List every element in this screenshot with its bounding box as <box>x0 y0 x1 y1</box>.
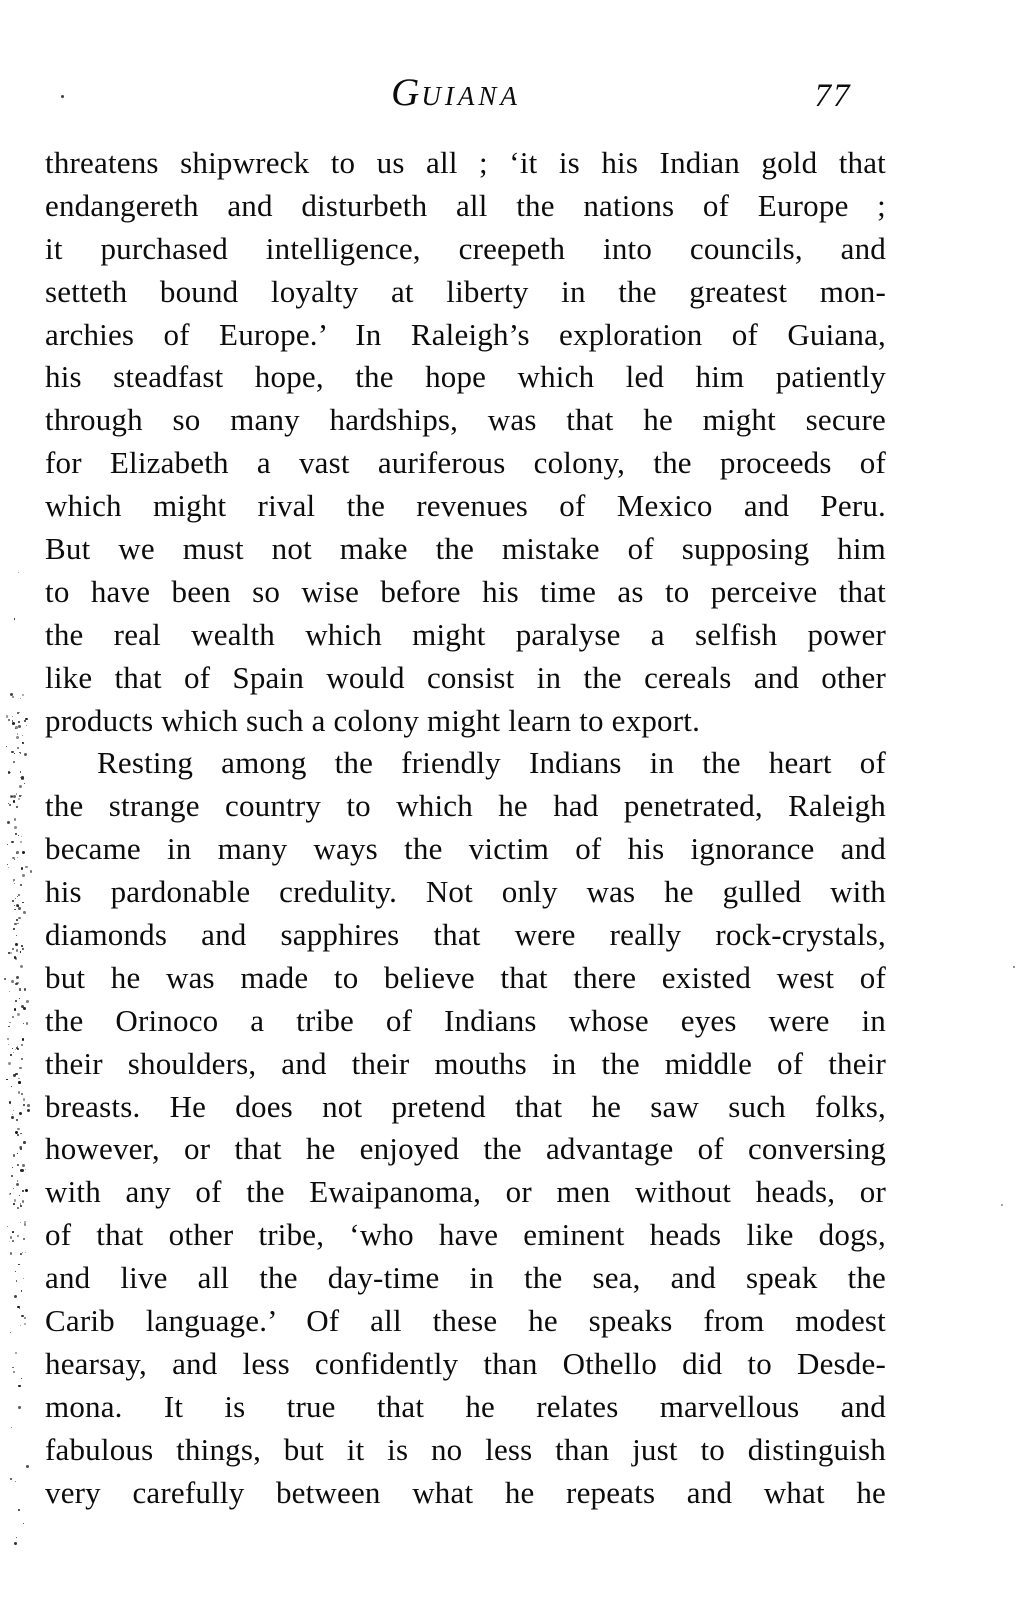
text-line: But we must not make the mistake of supposing him <box>45 531 886 567</box>
scan-speck <box>19 785 22 788</box>
scan-speck <box>12 1240 14 1242</box>
text-line: archies of Europe.’ In Raleigh’s exploration of Guiana, <box>45 316 886 352</box>
scan-speck <box>18 1406 21 1409</box>
scan-speck <box>20 1146 23 1149</box>
scan-speck <box>8 867 9 868</box>
scan-speck <box>16 736 19 739</box>
scan-speck <box>27 1109 30 1112</box>
scan-speck <box>1001 1204 1003 1206</box>
scan-speck <box>21 1315 24 1318</box>
scan-speck <box>23 1023 24 1024</box>
scan-speck <box>18 1091 21 1094</box>
scan-speck <box>9 991 11 993</box>
text-line: diamonds and sapphires that were really rock-crystals, <box>45 917 886 953</box>
scan-speck <box>20 1253 22 1255</box>
text-line: through so many hardships, was that he might secure <box>45 402 886 438</box>
scan-speck <box>15 1481 16 1482</box>
scan-speck <box>25 866 28 869</box>
scan-speck <box>14 923 17 926</box>
scan-speck <box>13 879 15 881</box>
scan-speck <box>20 951 22 953</box>
scan-speck <box>16 1537 17 1538</box>
scan-speck <box>6 746 7 747</box>
scan-speck <box>20 771 21 772</box>
running-head-initial: G <box>391 71 422 114</box>
scan-speck <box>20 1203 22 1205</box>
scan-speck <box>21 1058 23 1060</box>
scan-speck <box>14 753 15 754</box>
text-line: mona. It is true that he relates marvellous and <box>45 1388 886 1424</box>
scan-speck <box>21 1044 23 1046</box>
scan-speck <box>30 870 32 872</box>
scan-speck <box>9 804 11 806</box>
text-line: very carefully between what he repeats and what he <box>45 1474 886 1510</box>
scan-speck <box>24 1323 26 1325</box>
scan-speck <box>14 1199 16 1201</box>
scan-speck <box>9 1241 10 1242</box>
scan-speck <box>10 1252 13 1255</box>
scan-speck <box>12 716 13 717</box>
scan-speck <box>13 1052 15 1054</box>
scan-speck <box>15 728 16 729</box>
scan-speck <box>18 894 20 896</box>
scan-speck <box>20 841 22 843</box>
scan-speck <box>19 988 20 989</box>
scan-speck <box>24 1221 26 1223</box>
scan-speck <box>12 857 15 860</box>
scan-speck <box>7 821 10 824</box>
scan-speck <box>26 1465 29 1468</box>
scan-speck <box>19 795 21 797</box>
scan-speck <box>13 1203 15 1205</box>
scan-speck <box>23 1278 24 1279</box>
scan-speck <box>18 1509 20 1511</box>
scan-speck <box>10 1478 12 1480</box>
text-line: his steadfast hope, the hope which led him patiently <box>45 359 886 395</box>
scan-speck <box>23 1098 25 1100</box>
scan-speck <box>14 619 15 620</box>
scan-speck <box>15 1352 18 1355</box>
text-line: endangereth and disturbeth all the nations of Europe ; <box>45 187 886 223</box>
scan-speck <box>24 753 27 756</box>
scan-speck <box>10 1332 11 1333</box>
scan-speck <box>6 1079 8 1081</box>
scan-speck <box>16 806 18 808</box>
text-line: the Orinoco a tribe of Indians whose eyes were in <box>45 1002 886 1038</box>
scan-speck <box>7 864 8 865</box>
scan-speck <box>16 793 18 795</box>
scan-speck <box>22 948 24 950</box>
scan-speck <box>15 1271 16 1272</box>
scan-speck <box>19 752 21 754</box>
scan-speck <box>17 1235 19 1237</box>
scan-noise-left-edge <box>0 0 42 1621</box>
scan-speck <box>12 1016 15 1019</box>
scan-speck <box>21 1005 24 1008</box>
text-line: the real wealth which might paralyse a selfish power <box>45 616 886 652</box>
scan-speck <box>21 945 23 947</box>
scan-speck <box>15 898 16 899</box>
scan-speck <box>14 1008 17 1011</box>
scan-speck <box>11 1086 12 1087</box>
scan-speck <box>12 720 14 722</box>
scan-speck <box>16 982 18 984</box>
scan-speck <box>8 1062 11 1065</box>
scan-speck <box>18 1385 21 1388</box>
scan-speck <box>8 771 11 774</box>
text-line: to have been so wise before his time as to perceive that <box>45 573 886 609</box>
scan-speck <box>24 1223 26 1225</box>
text-line: fabulous things, but it is no less than just to distinguish <box>45 1431 886 1467</box>
scan-speck <box>19 998 20 999</box>
text-line: but he was made to believe that there existed west of <box>45 959 886 995</box>
scan-speck <box>11 796 13 798</box>
scan-speck <box>15 943 18 946</box>
scan-speck <box>1013 966 1015 968</box>
scan-speck <box>20 1169 23 1172</box>
scan-speck <box>20 1148 22 1150</box>
scan-speck <box>15 1000 17 1002</box>
scan-speck <box>22 1038 25 1041</box>
scan-speck <box>21 1378 22 1379</box>
scan-speck <box>20 1222 21 1223</box>
scan-speck <box>21 1093 23 1095</box>
text-line: it purchased intelligence, creepeth into councils, and <box>45 230 886 266</box>
scan-speck <box>18 798 20 800</box>
scan-speck <box>23 1141 26 1144</box>
scan-speck <box>13 800 16 803</box>
text-line: Carib language.’ Of all these he speaks from modest <box>45 1303 886 1339</box>
scan-speck <box>20 1133 22 1135</box>
scan-speck <box>16 1119 18 1121</box>
scan-speck <box>21 776 24 779</box>
scan-speck <box>12 696 14 698</box>
scan-speck <box>14 826 17 829</box>
scan-speck <box>20 777 21 778</box>
scan-speck <box>4 978 6 980</box>
scan-speck <box>23 1007 26 1010</box>
scan-speck <box>24 988 27 991</box>
scan-speck <box>18 917 21 920</box>
scan-speck <box>19 1112 22 1115</box>
scan-speck <box>14 883 15 884</box>
scan-speck <box>10 1054 12 1056</box>
text-line: products which such a colony might learn to export. <box>45 702 701 738</box>
scan-speck <box>21 1290 22 1291</box>
scan-speck <box>21 778 23 780</box>
scan-speck <box>8 952 10 954</box>
scan-speck <box>11 751 13 753</box>
scan-speck <box>18 721 20 723</box>
scan-speck <box>8 1026 9 1027</box>
scan-speck <box>17 747 19 749</box>
scan-speck <box>16 851 19 854</box>
scan-speck <box>19 1067 21 1069</box>
text-line: his pardonable credulity. Not only was he gulled with <box>45 874 886 910</box>
scan-speck <box>9 1101 11 1103</box>
scan-speck <box>22 742 23 743</box>
scan-speck <box>13 1188 14 1189</box>
scan-speck <box>12 722 15 725</box>
scan-speck <box>17 923 19 925</box>
scan-speck <box>8 803 9 804</box>
scan-speck <box>14 1295 17 1298</box>
scan-speck <box>16 1047 19 1050</box>
scan-speck <box>11 1427 12 1428</box>
scan-speck <box>14 956 16 958</box>
scan-speck <box>16 949 19 952</box>
scan-speck <box>8 1044 9 1045</box>
text-line: breasts. He does not pretend that he saw such folks, <box>45 1088 886 1124</box>
scan-speck <box>15 1049 16 1050</box>
scan-speck <box>16 1280 18 1282</box>
text-line: of that other tribe, ‘who have eminent heads like dogs, <box>45 1217 886 1253</box>
scan-speck <box>18 1078 20 1080</box>
scan-speck <box>17 1048 20 1051</box>
text-line: hearsay, and less confidently than Othello did to Desde- <box>45 1345 886 1381</box>
text-line: Resting among the friendly Indians in the heart of <box>97 745 886 781</box>
scan-speck <box>17 905 19 907</box>
scan-speck <box>12 900 14 902</box>
scan-speck <box>16 935 17 936</box>
scan-speck <box>13 1371 16 1374</box>
scan-speck <box>25 1252 26 1253</box>
scan-speck <box>22 742 24 744</box>
scan-speck <box>25 1169 26 1170</box>
scan-speck <box>23 1238 25 1240</box>
scan-speck <box>14 905 15 906</box>
text-line: however, or that he enjoyed the advantage of conversing <box>45 1131 886 1167</box>
scan-speck <box>11 1116 14 1119</box>
page-body <box>45 142 886 1515</box>
scan-speck <box>17 1153 18 1154</box>
scan-speck <box>16 853 17 854</box>
scan-speck <box>9 1193 11 1195</box>
scan-speck <box>13 795 16 798</box>
scan-speck <box>18 572 19 573</box>
scan-speck <box>13 1110 14 1111</box>
scan-speck <box>17 1013 20 1016</box>
page-number: 77 <box>814 78 852 114</box>
scan-speck <box>12 1048 13 1049</box>
scan-speck <box>12 1367 13 1368</box>
scan-speck <box>13 928 15 930</box>
scan-speck <box>15 833 17 835</box>
scan-speck <box>17 733 18 734</box>
scan-speck <box>22 851 25 854</box>
text-line: with any of the Ewaipanoma, or men without heads, or <box>45 1174 886 1210</box>
scan-speck <box>17 1134 19 1136</box>
scan-speck <box>18 907 21 910</box>
scan-speck <box>26 725 27 726</box>
scan-speck <box>20 965 23 968</box>
text-line: like that of Spain would consist in the cereals and other <box>45 659 886 695</box>
scan-speck <box>16 976 19 979</box>
scan-speck <box>19 1308 20 1309</box>
scan-speck <box>19 989 21 991</box>
scan-speck <box>22 1252 23 1253</box>
scan-speck <box>15 1073 17 1075</box>
scan-speck <box>24 720 26 722</box>
scan-speck <box>26 1022 29 1025</box>
scan-speck <box>20 1325 22 1327</box>
scan-speck <box>13 1154 15 1156</box>
scan-speck <box>17 857 18 858</box>
scan-speck <box>16 904 19 907</box>
scan-speck <box>17 1306 20 1309</box>
scan-speck <box>17 1180 18 1181</box>
scan-speck <box>27 1104 30 1107</box>
scan-speck <box>20 1205 23 1208</box>
scan-speck <box>12 1114 13 1115</box>
text-line: their shoulders, and their mouths in the middle of their <box>45 1045 886 1081</box>
scan-speck <box>21 795 22 796</box>
text-line: became in many ways the victim of his ignorance and <box>45 831 886 867</box>
scan-speck <box>10 1193 11 1194</box>
text-line: setteth bound loyalty at liberty in the greatest mon- <box>45 273 886 309</box>
scan-speck <box>23 1523 24 1524</box>
scan-speck <box>14 618 15 619</box>
scan-speck <box>10 693 13 696</box>
scan-speck <box>12 948 14 950</box>
scan-speck <box>7 1038 8 1039</box>
scan-speck <box>14 859 16 861</box>
text-line: which might rival the revenues of Mexico and Peru. <box>45 488 886 524</box>
scan-speck <box>22 1190 25 1193</box>
scan-speck <box>20 753 21 754</box>
scan-speck <box>19 712 20 713</box>
scan-speck <box>11 1175 13 1177</box>
scan-speck <box>26 1000 29 1003</box>
running-head-rest: UIANA <box>421 81 521 111</box>
scan-speck <box>20 698 21 699</box>
scan-speck <box>22 874 24 876</box>
scan-speck <box>6 715 9 718</box>
text-line: for Elizabeth a vast auriferous colony, the proceeds of <box>45 445 886 481</box>
scan-speck <box>18 835 19 836</box>
scan-speck <box>17 1046 18 1047</box>
scan-speck <box>17 896 18 897</box>
scan-speck <box>12 1167 13 1168</box>
text-line: and live all the day-time in the sea, and speak the <box>45 1260 886 1296</box>
scan-speck <box>17 1128 20 1131</box>
scan-speck <box>25 1189 28 1192</box>
scan-speck <box>16 1183 19 1186</box>
scan-speck <box>22 694 24 696</box>
scan-speck <box>18 1264 20 1266</box>
scan-speck <box>17 1207 19 1209</box>
scan-speck <box>15 957 18 960</box>
scan-speck <box>14 909 15 910</box>
scan-speck <box>15 1131 18 1134</box>
scan-speck <box>12 1231 14 1233</box>
scan-speck <box>22 1200 24 1202</box>
scan-speck <box>11 841 14 844</box>
scan-speck <box>25 718 28 721</box>
scan-speck <box>14 1542 17 1545</box>
scan-speck <box>7 844 8 845</box>
text-line: the strange country to which he had penetrated, Raleigh <box>45 788 886 824</box>
scan-speck <box>8 719 10 721</box>
scan-speck <box>18 1081 21 1084</box>
scan-speck <box>21 836 22 837</box>
scan-speck <box>13 761 15 763</box>
scan-speck <box>10 795 13 798</box>
scan-speck <box>23 1104 26 1107</box>
scan-speck <box>14 818 17 821</box>
scan-speck <box>21 867 24 870</box>
scan-speck <box>22 735 23 736</box>
scan-speck <box>18 725 21 728</box>
scan-speck <box>24 783 25 784</box>
scan-speck <box>22 902 24 904</box>
scan-speck <box>9 1022 11 1024</box>
scan-speck <box>10 1236 12 1238</box>
scan-speck <box>15 983 18 986</box>
scan-speck <box>13 1074 15 1076</box>
scan-speck <box>7 1226 8 1227</box>
scan-speck <box>10 772 11 773</box>
running-head <box>0 72 912 122</box>
scan-speck <box>19 1146 22 1149</box>
text-line: threatens shipwreck to us all ; ‘it is his Indian gold that <box>45 145 886 180</box>
scan-speck <box>16 919 18 921</box>
scan-speck <box>23 911 26 914</box>
scan-speck <box>22 1164 25 1167</box>
scan-speck <box>19 1195 20 1196</box>
scan-speck <box>15 726 18 729</box>
scan-speck <box>61 95 64 98</box>
scan-speck <box>13 881 15 883</box>
scan-speck <box>17 1164 19 1166</box>
scan-speck <box>24 1317 26 1319</box>
scan-speck <box>11 980 14 983</box>
scan-speck <box>20 884 22 886</box>
scan-speck <box>10 952 12 954</box>
scan-speck <box>17 712 19 714</box>
